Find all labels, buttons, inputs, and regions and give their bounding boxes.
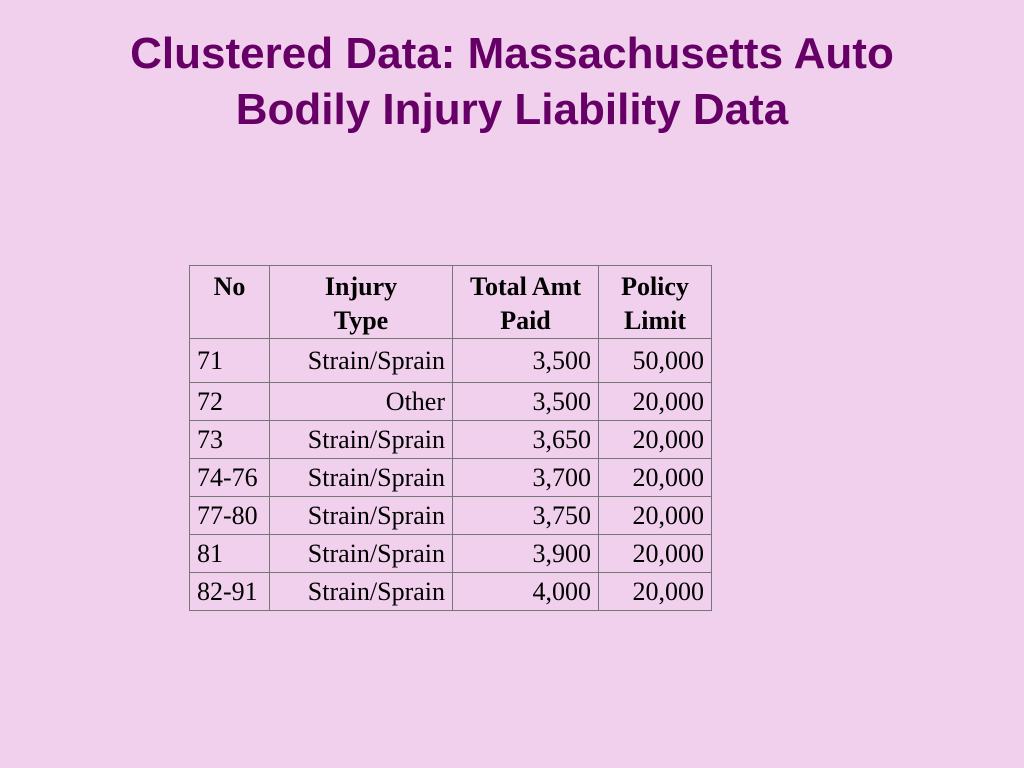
cell-injury-type: Strain/Sprain bbox=[270, 339, 453, 383]
cell-no: 72 bbox=[190, 383, 270, 421]
cell-injury-type: Other bbox=[270, 383, 453, 421]
cell-no: 82-91 bbox=[190, 573, 270, 611]
cell-injury-type: Strain/Sprain bbox=[270, 459, 453, 497]
cell-injury-type: Strain/Sprain bbox=[270, 421, 453, 459]
slide-title bbox=[0, 26, 1024, 138]
table-row bbox=[190, 573, 712, 611]
cell-no: 71 bbox=[190, 339, 270, 383]
cell-no: 81 bbox=[190, 535, 270, 573]
cell-no: 74-76 bbox=[190, 459, 270, 497]
table-header-row bbox=[190, 266, 712, 339]
slide-title-line-2: Bodily Injury Liability Data bbox=[235, 85, 789, 134]
cell-policy-limit: 20,000 bbox=[599, 383, 712, 421]
cell-injury-type: Strain/Sprain bbox=[270, 497, 453, 535]
cell-total-amt: 3,500 bbox=[453, 383, 599, 421]
injury-data-table bbox=[189, 265, 712, 611]
cell-total-amt: 3,900 bbox=[453, 535, 599, 573]
table-row bbox=[190, 383, 712, 421]
cell-no: 77-80 bbox=[190, 497, 270, 535]
cell-total-amt: 3,750 bbox=[453, 497, 599, 535]
table-row bbox=[190, 535, 712, 573]
cell-total-amt: 3,650 bbox=[453, 421, 599, 459]
cell-policy-limit: 20,000 bbox=[599, 535, 712, 573]
cell-injury-type: Strain/Sprain bbox=[270, 573, 453, 611]
header-policy-limit: Policy Limit bbox=[599, 266, 712, 339]
table-row bbox=[190, 421, 712, 459]
cell-total-amt: 3,500 bbox=[453, 339, 599, 383]
cell-injury-type: Strain/Sprain bbox=[270, 535, 453, 573]
table-row bbox=[190, 459, 712, 497]
cell-policy-limit: 20,000 bbox=[599, 497, 712, 535]
cell-policy-limit: 20,000 bbox=[599, 459, 712, 497]
cell-policy-limit: 50,000 bbox=[599, 339, 712, 383]
cell-policy-limit: 20,000 bbox=[599, 421, 712, 459]
cell-total-amt: 4,000 bbox=[453, 573, 599, 611]
header-total-amt-paid: Total Amt Paid bbox=[453, 266, 599, 339]
cell-total-amt: 3,700 bbox=[453, 459, 599, 497]
table-row bbox=[190, 339, 712, 383]
cell-policy-limit: 20,000 bbox=[599, 573, 712, 611]
header-injury-type: Injury Type bbox=[270, 266, 453, 339]
slide-title-line-1: Clustered Data: Massachusetts Auto bbox=[130, 29, 894, 78]
header-no: No bbox=[190, 266, 270, 339]
table-row bbox=[190, 497, 712, 535]
cell-no: 73 bbox=[190, 421, 270, 459]
